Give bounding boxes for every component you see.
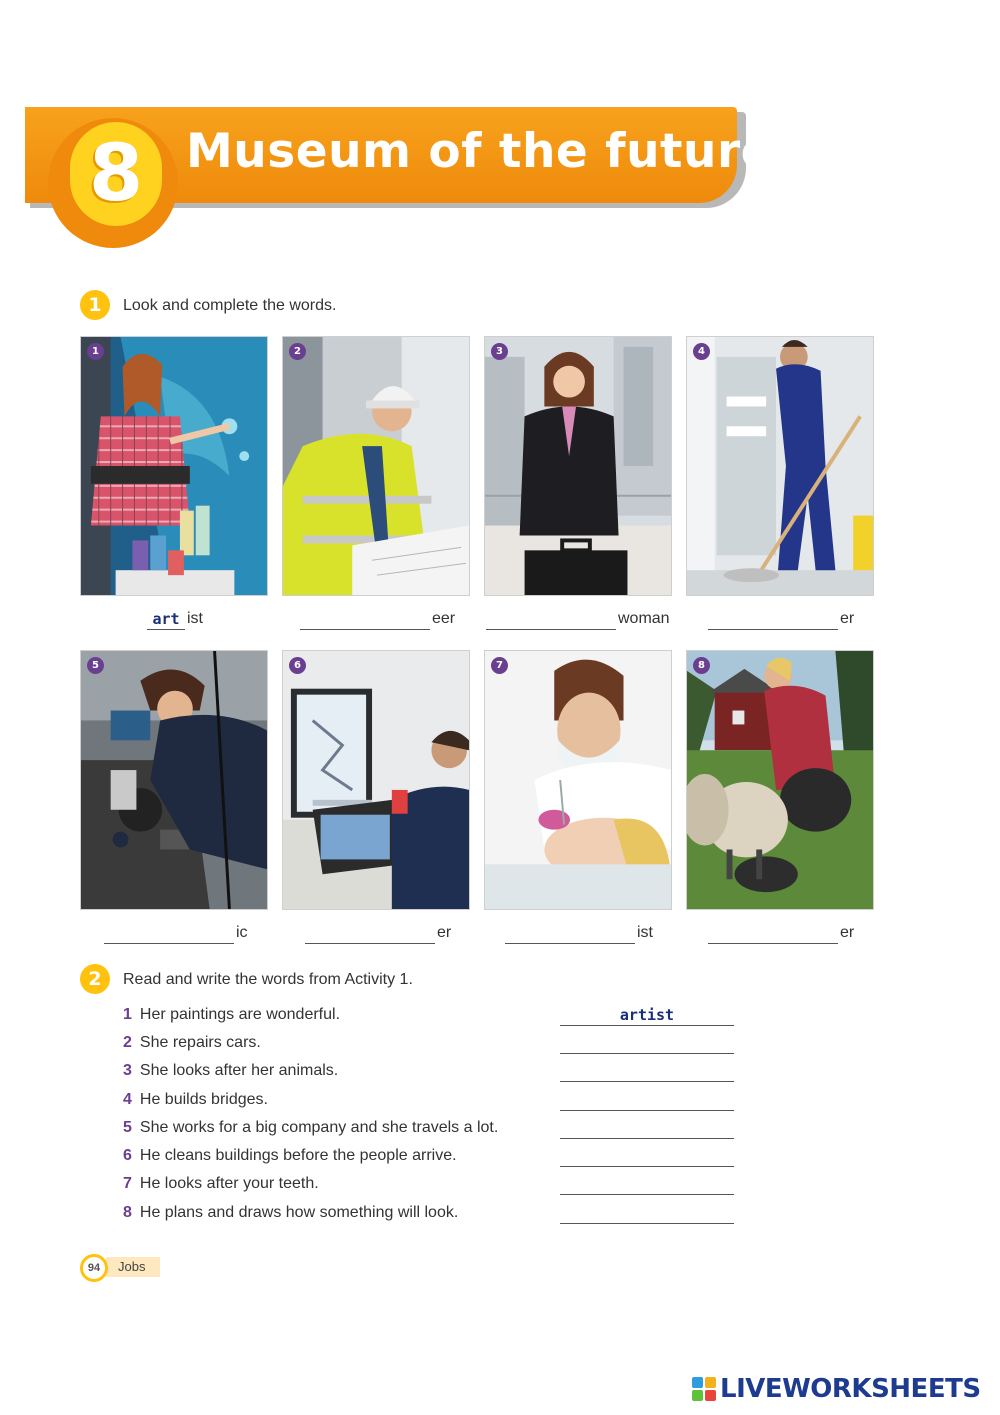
word-answer-input[interactable] (708, 608, 838, 630)
sentence-number: 4 (123, 1091, 132, 1108)
word-item-2 (300, 604, 455, 630)
page-topic (106, 1257, 160, 1277)
sentence-answer-input[interactable] (560, 1145, 734, 1167)
photo-number: 5 (87, 657, 104, 674)
photo-number: 4 (693, 343, 710, 360)
photo-mechanic (80, 650, 268, 910)
liveworksheets-logo (692, 1374, 981, 1404)
word-item-1 (147, 604, 203, 630)
word-item-6 (305, 918, 451, 944)
sentence-number: 5 (123, 1119, 132, 1136)
word-answer-input[interactable] (104, 922, 234, 944)
photo-number: 8 (693, 657, 710, 674)
word-answer-input[interactable] (305, 922, 435, 944)
sentence-item (123, 1004, 340, 1026)
photo-number: 7 (491, 657, 508, 674)
sentence-text: She looks after her animals. (139, 1062, 339, 1079)
sentence-text: She works for a big company and she travels a lot. (139, 1119, 499, 1136)
page-number: 94 (80, 1254, 108, 1282)
sentence-answer-input[interactable] (560, 1089, 734, 1111)
photo-number: 1 (87, 343, 104, 360)
sentence-answer-input[interactable] (560, 1202, 734, 1224)
page-topic-label: Jobs (118, 1259, 146, 1274)
logo-grid-icon (692, 1377, 716, 1401)
activity-1-instruction: Look and complete the words. (123, 297, 337, 314)
word-item-3 (486, 604, 670, 630)
activity-1-number: 1 (80, 290, 110, 320)
sentence-text: He looks after your teeth. (139, 1175, 319, 1192)
sentence-answer-input[interactable] (560, 1060, 734, 1082)
word-answer-input[interactable] (486, 608, 616, 630)
sentence-answer-input[interactable]: artist (560, 1004, 734, 1026)
sentence-text: Her paintings are wonderful. (139, 1006, 341, 1023)
sentence-answer-input[interactable] (560, 1173, 734, 1195)
word-suffix: woman (618, 610, 670, 627)
word-answer-input[interactable] (505, 922, 635, 944)
word-suffix: er (840, 610, 855, 627)
unit-title: Museum of the future (186, 124, 774, 179)
photo-number: 3 (491, 343, 508, 360)
sentence-number: 1 (123, 1006, 132, 1023)
sentence-item (123, 1117, 498, 1139)
sentence-item (123, 1173, 319, 1195)
photo-engineer (282, 336, 470, 596)
activity-2-number: 2 (80, 964, 110, 994)
sentence-item (123, 1060, 338, 1082)
word-answer-input[interactable] (300, 608, 430, 630)
sentence-item (123, 1089, 268, 1111)
photo-cleaner (686, 336, 874, 596)
unit-number: 8 (88, 129, 144, 219)
word-suffix: eer (432, 610, 456, 627)
word-suffix: ic (236, 924, 248, 941)
sentence-text: She repairs cars. (139, 1034, 261, 1051)
photo-number: 2 (289, 343, 306, 360)
word-item-8 (708, 918, 854, 944)
photo-businesswoman (484, 336, 672, 596)
unit-badge (70, 122, 162, 226)
word-suffix: er (840, 924, 855, 941)
sentence-number: 2 (123, 1034, 132, 1051)
sentence-text: He plans and draws how something will look. (139, 1204, 459, 1221)
sentence-number: 8 (123, 1204, 132, 1221)
activity-2-instruction: Read and write the words from Activity 1. (123, 971, 413, 988)
word-answer-input[interactable]: art (147, 608, 185, 630)
sentence-text: He cleans buildings before the people arrive. (139, 1147, 457, 1164)
photo-dentist (484, 650, 672, 910)
word-suffix: ist (637, 924, 653, 941)
sentence-item (123, 1145, 457, 1167)
sentence-item (123, 1032, 261, 1054)
word-answer-input[interactable] (708, 922, 838, 944)
photo-farmer (686, 650, 874, 910)
sentence-number: 3 (123, 1062, 132, 1079)
photo-number: 6 (289, 657, 306, 674)
word-item-5 (104, 918, 248, 944)
word-item-7 (505, 918, 653, 944)
logo-text: LIVEWORKSHEETS (720, 1374, 981, 1404)
sentence-number: 6 (123, 1147, 132, 1164)
photo-designer (282, 650, 470, 910)
sentence-answer-input[interactable] (560, 1117, 734, 1139)
sentence-item (123, 1202, 458, 1224)
sentence-text: He builds bridges. (139, 1091, 268, 1108)
sentence-number: 7 (123, 1175, 132, 1192)
word-suffix: ist (187, 610, 203, 627)
word-suffix: er (437, 924, 452, 941)
sentence-answer-input[interactable] (560, 1032, 734, 1054)
word-item-4 (708, 604, 854, 630)
photo-artist (80, 336, 268, 596)
